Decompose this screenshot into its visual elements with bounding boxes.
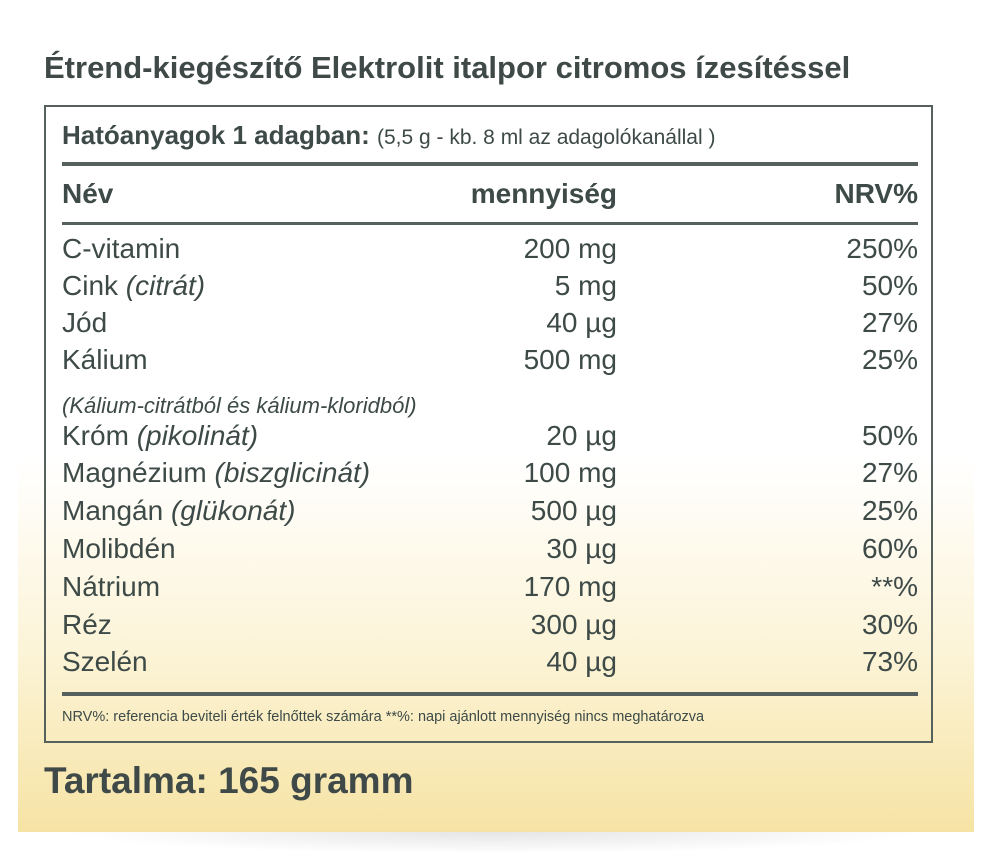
table-row <box>62 646 918 684</box>
nutrient-name: Szelén <box>62 646 148 677</box>
nutrient-nrv: 73% <box>861 646 918 677</box>
nutrient-name: Jód <box>62 307 108 338</box>
nutrient-amount: 40 µg <box>546 646 617 677</box>
nutrient-amount: 30 µg <box>546 533 617 564</box>
nutrient-name: Magnézium (biszglicinát) <box>62 457 371 488</box>
nutrient-name: Réz <box>62 609 112 640</box>
header-top-rule <box>62 162 918 166</box>
header-bottom-rule <box>62 222 918 225</box>
nutrient-amount: 170 mg <box>523 571 617 602</box>
nutrient-nrv: 27% <box>861 457 918 488</box>
product-title: Étrend-kiegészítő Elektrolit italpor citromos ízesítéssel <box>44 50 851 85</box>
table-row <box>62 571 918 609</box>
nutrient-nrv: 250% <box>846 233 918 264</box>
table-row <box>62 533 918 571</box>
kalium-source-note: (Kálium-citrátból és kálium-kloridból) <box>62 393 417 418</box>
column-header-amount: mennyiség <box>470 178 617 209</box>
nutrient-nrv: 50% <box>861 270 918 301</box>
nutrient-name: Molibdén <box>62 533 176 564</box>
nutrient-amount: 200 mg <box>523 233 617 264</box>
nutrient-name: Króm (pikolinát) <box>62 420 259 451</box>
nutrient-nrv: 60% <box>861 533 918 564</box>
table-row <box>62 307 918 345</box>
serving-detail: (5,5 g - kb. 8 ml az adagolókanállal ) <box>376 126 716 149</box>
table-row <box>62 457 918 495</box>
nutrient-name: Mangán (glükonát) <box>62 495 296 526</box>
nutrient-name: Nátrium <box>62 571 161 602</box>
serving-label: Hatóanyagok 1 adagban: <box>62 120 370 150</box>
table-bottom-rule <box>62 692 918 696</box>
nutrient-amount: 500 µg <box>530 495 617 526</box>
table-row <box>62 233 918 271</box>
nutrient-amount: 500 mg <box>523 344 617 375</box>
nutrient-nrv: **% <box>871 571 918 602</box>
nutrient-nrv: 25% <box>861 344 918 375</box>
table-row <box>62 344 918 382</box>
serving-heading <box>62 120 715 151</box>
nutrient-form: (biszglicinát) <box>214 457 371 488</box>
nutrient-name: C-vitamin <box>62 233 181 264</box>
nutrient-nrv: 30% <box>861 609 918 640</box>
table-row <box>62 420 918 458</box>
column-header-name: Név <box>62 178 114 209</box>
nutrient-form: (citrát) <box>125 270 206 301</box>
nrv-footnote: NRV%: referencia beviteli érték felnőttek számára **%: napi ajánlott mennyiség nincs meghatározva <box>62 709 705 725</box>
nutrient-name: Cink (citrát) <box>62 270 206 301</box>
nutrient-amount: 100 mg <box>523 457 617 488</box>
nutrient-form: (pikolinát) <box>136 420 259 451</box>
nutrient-nrv: 27% <box>861 307 918 338</box>
column-header-nrv: NRV% <box>834 178 918 209</box>
table-row <box>62 495 918 533</box>
nutrient-amount: 300 µg <box>530 609 617 640</box>
table-row <box>62 270 918 308</box>
net-content: Tartalma: 165 gramm <box>44 760 414 801</box>
nutrient-nrv: 25% <box>861 495 918 526</box>
nutrient-amount: 40 µg <box>546 307 617 338</box>
nutrient-form: (glükonát) <box>170 495 296 526</box>
nutrient-amount: 20 µg <box>546 420 617 451</box>
nutrient-name: Kálium <box>62 344 148 375</box>
nutrient-amount: 5 mg <box>554 270 617 301</box>
nutrient-nrv: 50% <box>861 420 918 451</box>
panel-shadow <box>60 832 926 854</box>
table-row <box>62 609 918 647</box>
